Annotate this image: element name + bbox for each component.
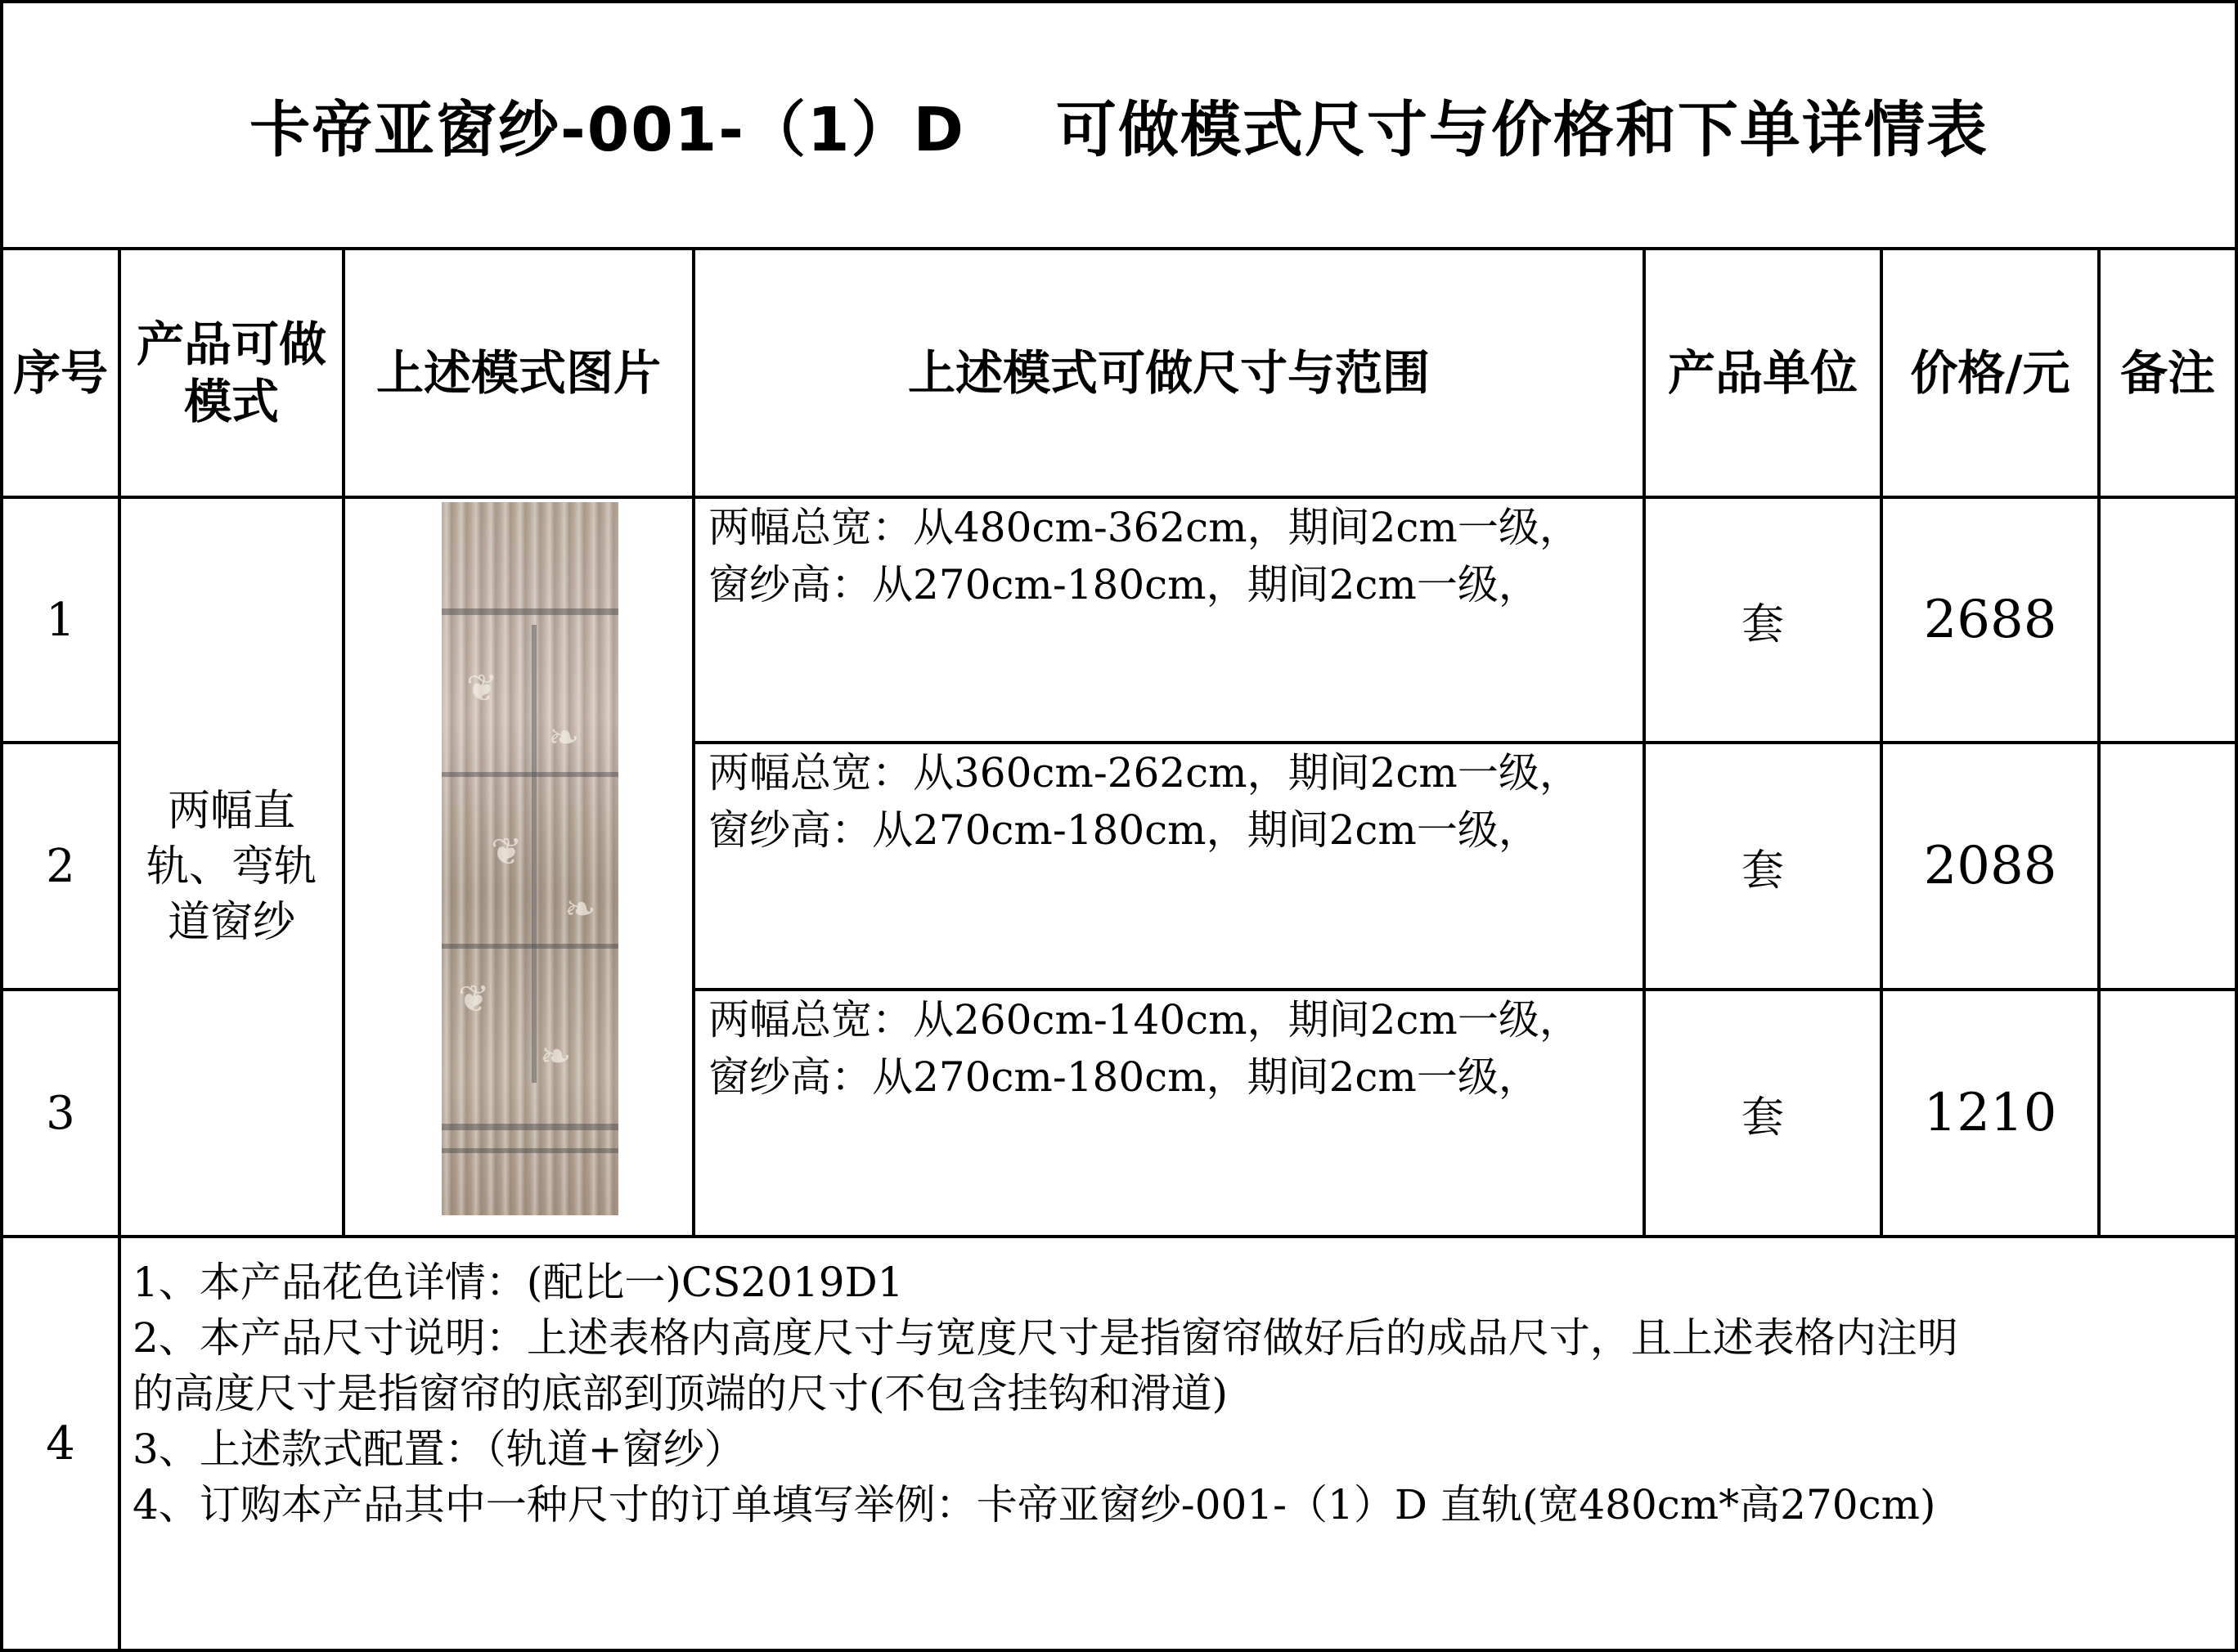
row-2-range [695,744,1643,988]
header-index: 序号 [12,345,108,401]
row-1-index: 1 [46,593,75,647]
row-3-unit: 套 [1741,1093,1784,1142]
row-1-unit: 套 [1741,599,1784,649]
row-3-range-height: 窗纱高：从270cm-180cm，期间2cm一级， [708,1053,1539,1101]
row-1-range-height: 窗纱高：从270cm-180cm，期间2cm一级， [708,561,1539,608]
row-4-index: 4 [46,1416,75,1470]
header-remark: 备注 [2119,345,2215,401]
row-3-range [695,991,1643,1235]
table-border-bottom [0,1649,2238,1652]
note-line-5: 4、订购本产品其中一种尺寸的订单填写举例：卡帝亚窗纱-001-（1）D 直轨(宽480cm*高270cm) [133,1481,1936,1529]
header-range: 上述模式可做尺寸与范围 [907,345,1430,401]
header-image: 上述模式图片 [375,345,661,401]
mode-cell: 两幅直轨、弯轨道窗纱 [146,787,317,947]
row-2-price: 2088 [1923,836,2057,896]
note-line-2: 2、本产品尺寸说明：上述表格内高度尺寸与宽度尺寸是指窗帘做好后的成品尺寸，且上述表格内注明 [133,1314,1958,1362]
row-1-price: 2688 [1923,590,2057,650]
row-1-remark [2101,499,2235,741]
row-3-price: 1210 [1923,1083,2057,1143]
row-2-remark [2101,744,2235,988]
row-3-range-width: 两幅总宽：从260cm-140cm，期间2cm一级， [708,996,1580,1044]
row-2-index: 2 [46,839,75,893]
header-mode: 产品可做模式 [136,316,326,429]
header-unit: 产品单位 [1667,345,1858,401]
row-1-range [695,499,1643,741]
row-3-index: 3 [46,1086,75,1140]
sheer-curtain-photo: ❦ ❧ ❦ ❧ ❦ ❧ [442,502,618,1215]
notes-cell [121,1238,2235,1649]
note-line-3: 的高度尺寸是指窗帘的底部到顶端的尺寸(不包含挂钩和滑道) [133,1370,1229,1417]
row-2-range-width: 两幅总宽：从360cm-262cm，期间2cm一级， [708,749,1580,797]
row-3-remark [2101,991,2235,1235]
table-title: 卡帝亚窗纱-001-（1）D 可做模式尺寸与价格和下单详情表 [249,95,1989,165]
note-line-1: 1、本产品花色详情：(配比一)CS2019D1 [133,1259,904,1306]
row-2-unit: 套 [1741,846,1784,896]
note-line-4: 3、上述款式配置：（轨道+窗纱） [133,1425,745,1473]
row-1-range-width: 两幅总宽：从480cm-362cm，期间2cm一级， [708,504,1580,551]
header-price: 价格/元 [1910,345,2070,401]
row-2-range-height: 窗纱高：从270cm-180cm，期间2cm一级， [708,806,1539,854]
